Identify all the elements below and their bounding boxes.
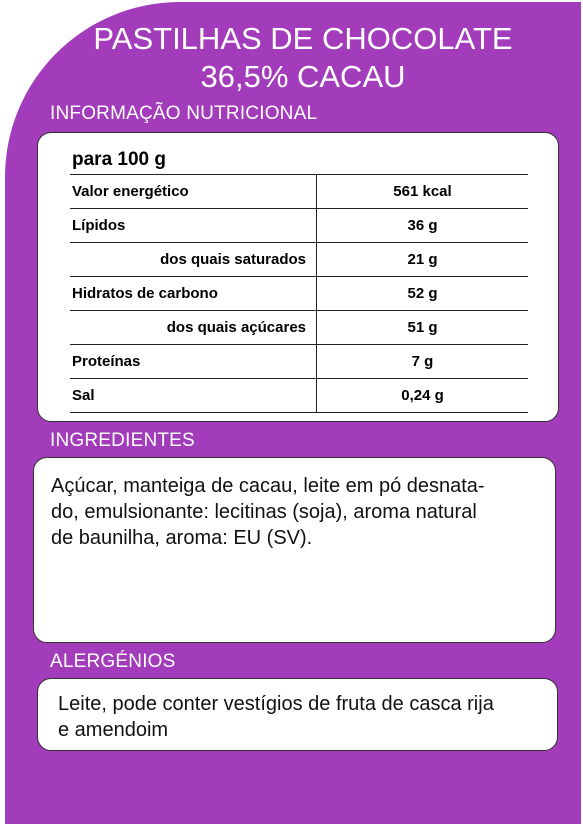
nutrient-sublabel: dos quais açúcares: [70, 311, 317, 345]
nutrient-label: Lípidos: [70, 209, 317, 243]
nutrient-sublabel: dos quais saturados: [70, 243, 317, 277]
allergens-text: [58, 691, 548, 743]
table-row: [70, 311, 528, 345]
allergens-heading: ALERGÉNIOS: [50, 651, 176, 672]
ingredients-line: Açúcar, manteiga de cacau, leite em pó desnata-: [51, 475, 485, 497]
per-100g-label: para 100 g: [72, 149, 166, 170]
product-subtitle: 36,5% CACAU: [200, 59, 406, 94]
ingredients-line: de baunilha, aroma: EU (SV).: [51, 527, 313, 549]
nutrient-value: 21 g: [317, 243, 529, 277]
table-row: [70, 175, 528, 209]
table-row: [70, 209, 528, 243]
nutrient-value: 0,24 g: [317, 379, 529, 413]
ingredients-line: do, emulsionante: lecitinas (soja), aroma natural: [51, 501, 477, 523]
ingredients-text: [51, 473, 543, 551]
nutrition-heading: INFORMAÇÃO NUTRICIONAL: [50, 103, 318, 124]
ingredients-heading: INGREDIENTES: [50, 430, 195, 451]
table-row: [70, 345, 528, 379]
nutrient-value: 7 g: [317, 345, 529, 379]
allergens-line: e amendoim: [58, 719, 169, 741]
nutrient-label: Hidratos de carbono: [70, 277, 317, 311]
nutrition-panel: [37, 132, 559, 422]
ingredients-panel: [33, 457, 556, 643]
label-card: [5, 2, 581, 827]
nutrient-value: 36 g: [317, 209, 529, 243]
nutrient-value: 52 g: [317, 277, 529, 311]
nutrient-value: 561 kcal: [317, 175, 529, 209]
allergens-panel: [37, 678, 558, 751]
table-row: [70, 379, 528, 413]
allergens-line: Leite, pode conter vestígios de fruta de casca rija: [58, 693, 494, 715]
product-title: PASTILHAS DE CHOCOLATE: [93, 21, 513, 56]
nutrient-label: Sal: [70, 379, 317, 413]
nutrient-value: 51 g: [317, 311, 529, 345]
nutrient-label: Valor energético: [70, 175, 317, 209]
table-row: [70, 277, 528, 311]
nutrient-label: Proteínas: [70, 345, 317, 379]
nutrition-table: [70, 174, 528, 413]
table-row: [70, 243, 528, 277]
